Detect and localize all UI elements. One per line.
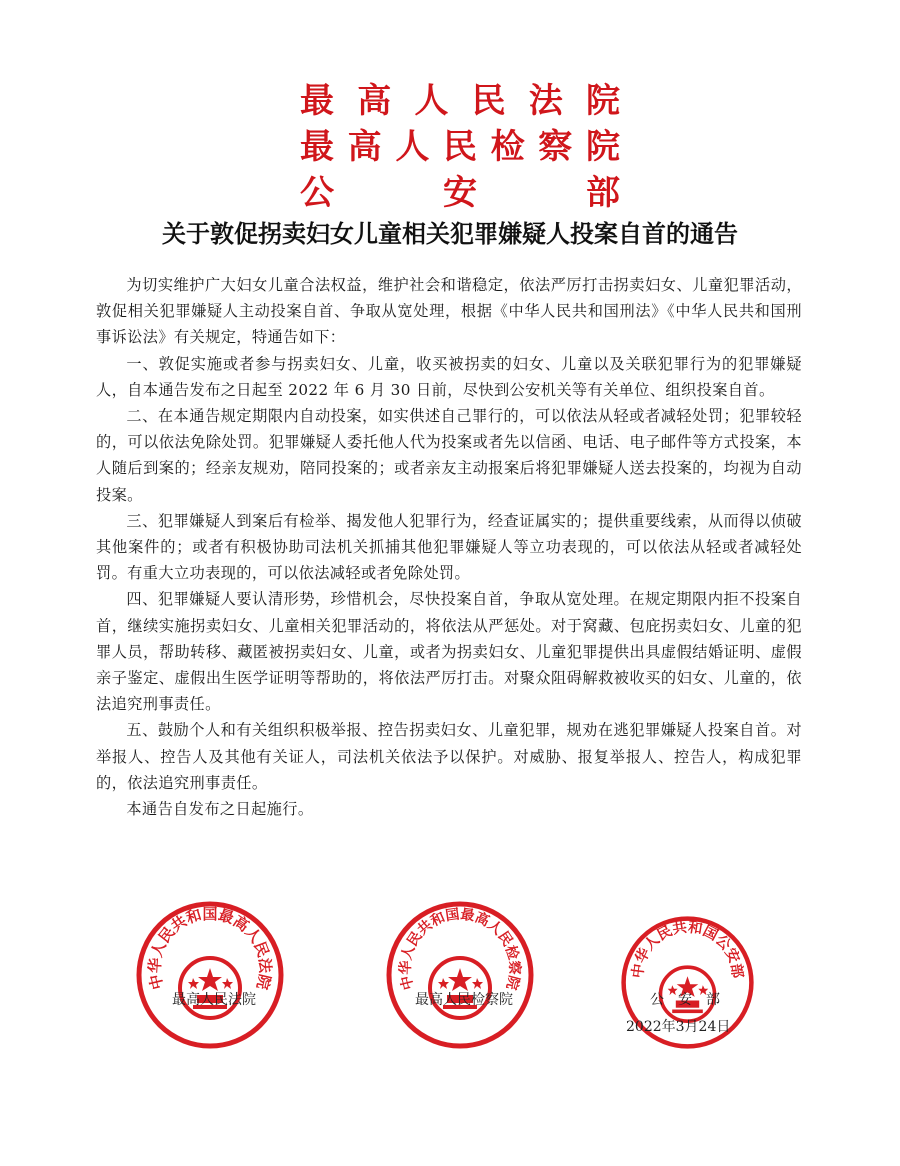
supreme-court-seal-icon: [135, 900, 285, 1050]
authority-supreme-court: [300, 78, 620, 124]
header-char: 安: [443, 173, 477, 213]
paragraph-effective: 本通告自发布之日起施行。: [126, 800, 314, 819]
header-char: 民: [471, 81, 506, 121]
header-char: 高: [357, 81, 392, 121]
paragraph-article-1: 一、敦促实施或者参与拐卖妇女、儿童，收买被拐卖的妇女、儿童以及关联犯罪行为的犯罪嫌疑人，自本通告发布之日起至 2022 年 6 月 30 日前，尽快到公安机关等有关单位、组织投案自首。: [96, 354, 802, 399]
header-char: 部: [586, 173, 620, 213]
header-char: 察: [538, 127, 573, 167]
signature-court: 最高人民法院: [172, 992, 256, 1008]
authority-supreme-procuratorate: [300, 124, 620, 170]
police-seal-ring-text: 中华人民共和国公安部: [630, 919, 745, 980]
document-body: [96, 272, 802, 822]
header-char: 检: [490, 127, 525, 167]
header-char: 人: [395, 127, 430, 167]
header-char: 法: [528, 81, 563, 121]
national-emblem-icon: [430, 958, 490, 1018]
national-emblem-icon: [180, 958, 240, 1018]
header-char: 人: [414, 81, 449, 121]
header-char: 民: [442, 127, 477, 167]
document-title: 关于敦促拐卖妇女儿童相关犯罪嫌疑人投案自首的通告: [162, 220, 738, 248]
svg-text:中华人民共和国公安部: [629, 918, 747, 980]
procuratorate-seal-ring-text: 中华人民共和国最高人民检察院: [397, 906, 523, 992]
court-seal-ring-text: 中华人民共和国最高人民法院: [145, 905, 275, 992]
header-char: 高: [347, 127, 382, 167]
header-char: 院: [585, 81, 620, 121]
signature-procuratorate: 最高人民检察院: [415, 992, 513, 1008]
paragraph-article-3: 三、犯罪嫌疑人到案后有检举、揭发他人犯罪行为，经查证属实的；提供重要线索，从而得以侦破其他案件的；或者有积极协助司法机关抓捕其他犯罪嫌疑人等立功表现的，可以依法从轻或者减轻处罚。有重大立功表现的，可以依法减轻或者免除处罚。: [96, 511, 802, 583]
paragraph-preamble: 为切实维护广大妇女儿童合法权益，维护社会和谐稳定，依法严厉打击拐卖妇女、儿童犯罪活动，敦促相关犯罪嫌疑人主动投案自首、争取从宽处理，根据《中华人民共和国刑法》《中华人民共和国刑事诉讼法》有关规定，特通告如下：: [96, 276, 802, 347]
seals-area: [0, 890, 900, 1090]
header-char: 公: [300, 173, 334, 213]
authority-public-security: [300, 170, 620, 216]
paragraph-article-2: 二、在本通告规定期限内自动投案，如实供述自己罪行的，可以依法从轻或者减轻处罚；犯罪较轻的，可以依法免除处罚。犯罪嫌疑人委托他人代为投案或者先以信函、电话、电子邮件等方式投案，本人随后到案的；经亲友规劝，陪同投案的；或者亲友主动报案后将犯罪嫌疑人送去投案的，均视为自动投案。: [96, 407, 802, 504]
header-char: 最: [300, 127, 334, 167]
signature-police: 公安部: [650, 992, 734, 1008]
signature-date: 2022年3月24日: [626, 1019, 731, 1035]
issuing-authorities: [300, 78, 620, 216]
header-char: 最: [300, 81, 334, 121]
paragraph-article-5: 五、鼓励个人和有关组织积极举报、控告拐卖妇女、儿童犯罪，规劝在逃犯罪嫌疑人投案自首。对举报人、控告人及其他有关证人，司法机关依法予以保护。对威胁、报复举报人、控告人，构成犯罪的，依法追究刑事责任。: [96, 721, 802, 792]
header-char: 院: [585, 127, 620, 167]
paragraph-article-4: 四、犯罪嫌疑人要认清形势，珍惜机会，尽快投案自首，争取从宽处理。在规定期限内拒不投案自首，继续实施拐卖妇女、儿童相关犯罪活动的，将依法从严惩处。对于窝藏、包庇拐卖妇女、儿童的犯罪人员，帮助转移、藏匿被拐卖妇女、儿童，或者为拐卖妇女、儿童犯罪提供出具虚假结婚证明、虚假亲子鉴定、虚假出生医学证明等帮助的，将依法严厉打击。对聚众阻碍解救被收买的妇女、儿童的，依法追究刑事责任。: [96, 590, 802, 714]
supreme-procuratorate-seal-icon: [385, 900, 535, 1050]
